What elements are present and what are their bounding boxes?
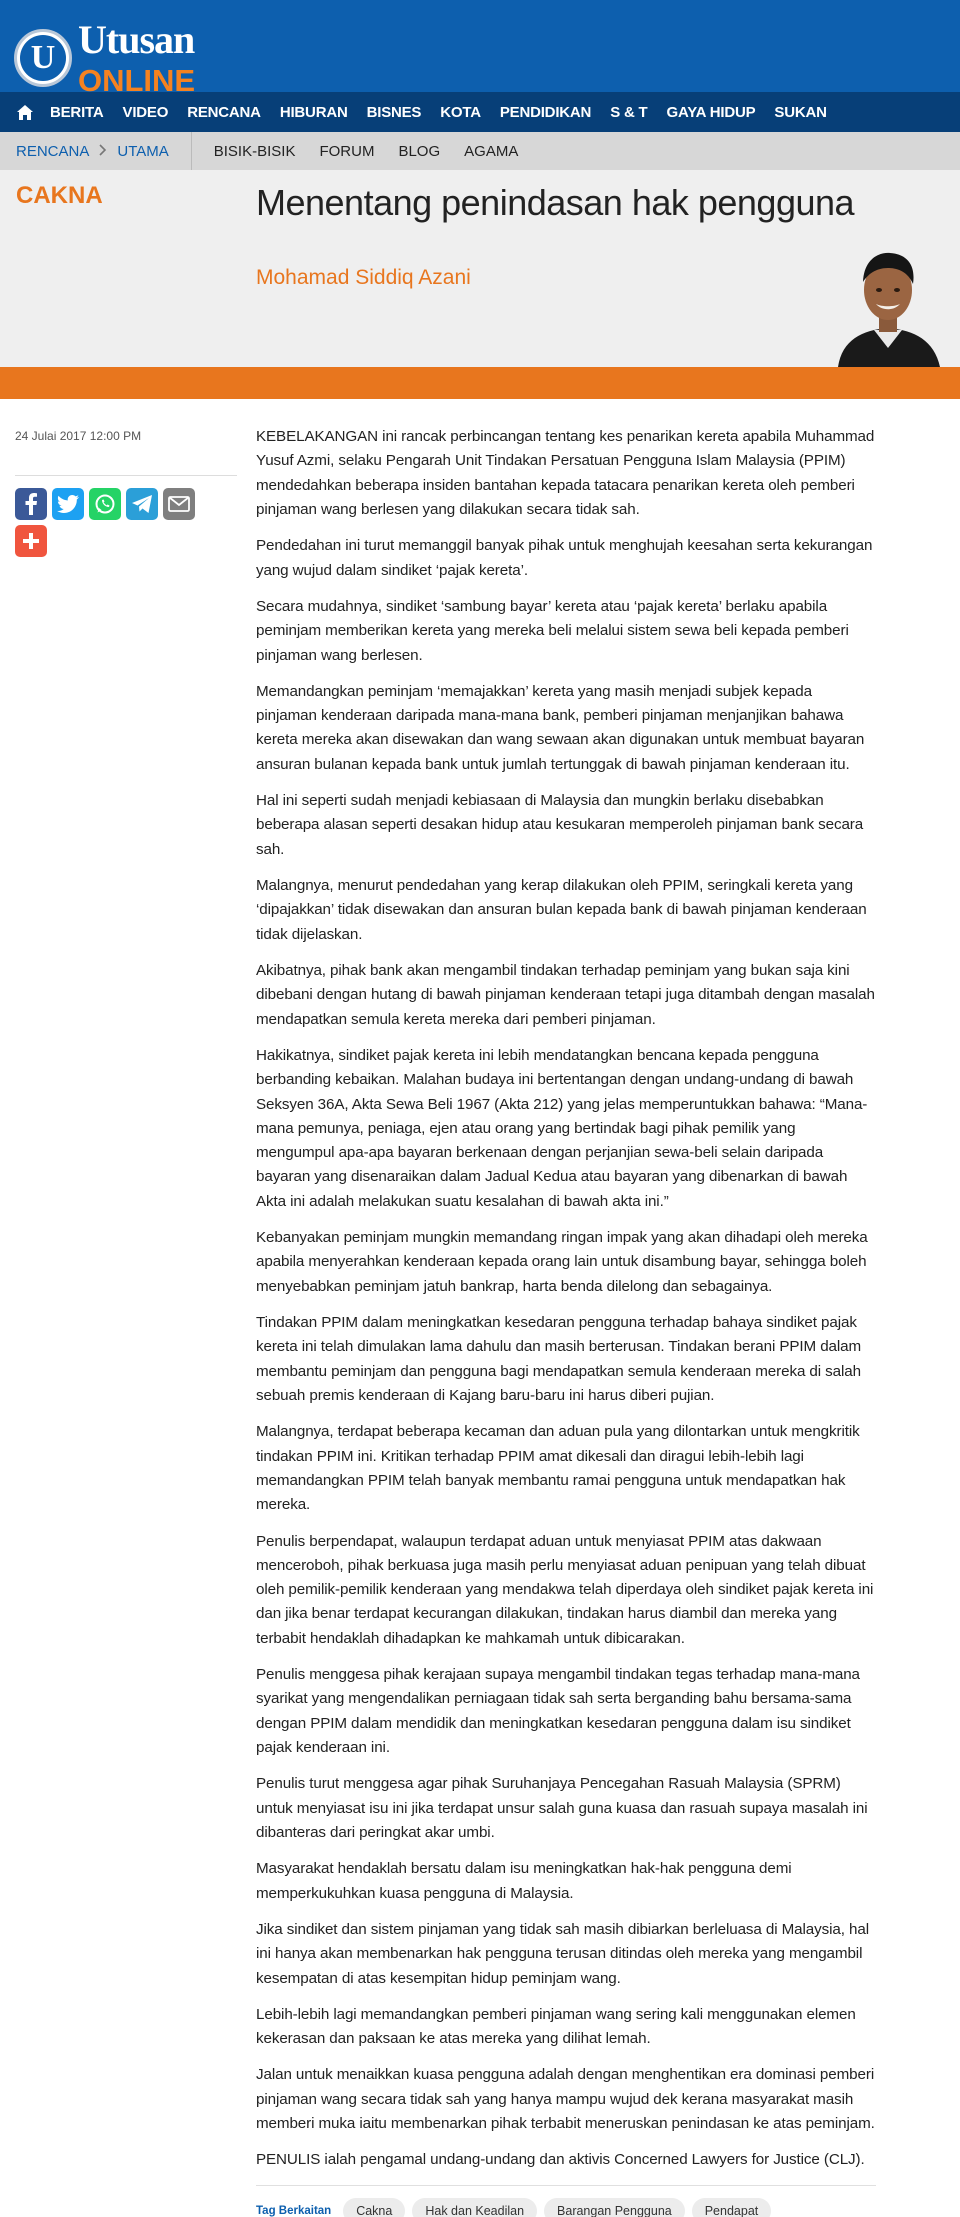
subnav-item-agama[interactable]: AGAMA — [464, 142, 519, 160]
article-paragraph: Memandangkan peminjam ‘memajakkan’ kereta yang masih menjadi subjek kepada pinjaman kenderaan daripada mana-mana bank, pemberi pinjaman menjanjikan bahawa kereta mereka akan disewakan dan wang sewaan akan digunakan untuk membuat bayaran ansuran bulanan kepada bank untuk jumlah tertunggak di bawah pinjaman kenderaan itu. — [256, 682, 865, 773]
subnav-item-blog[interactable]: BLOG — [398, 142, 441, 160]
logo-top: Utusan — [78, 17, 195, 62]
tags-label: Tag Berkaitan — [256, 2204, 332, 2217]
nav-item-hiburan[interactable]: HIBURAN — [279, 103, 348, 121]
article-paragraph: Akibatnya, pihak bank akan mengambil tindakan terhadap peminjam yang bukan saja kini dibebani dengan hutang di bawah pinjaman kenderaan tetapi juga ditambah dengan masalah mendapatkan semula kereta mereka dari pemberi pinjaman. — [256, 961, 875, 1028]
telegram-icon[interactable] — [126, 488, 158, 520]
article-paragraph: Kebanyakan peminjam mungkin memandang ringan impak yang akan dihadapi oleh mereka apabila menyerahkan kenderaan kepada orang lain untuk disambung bayar, sehingga boleh menyebabkan peminjam jatuh bankrap, harta benda dilelong dan sebagainya. — [256, 1229, 868, 1295]
facebook-icon[interactable] — [15, 488, 47, 520]
article-title: Menentang penindasan hak pengguna — [256, 182, 855, 223]
article-paragraph: Tindakan PPIM dalam meningkatkan kesedaran pengguna terhadap bahaya sindiket pajak kereta ini telah dimulakan lama dahulu dan masih berterusan. Tindakan berani PPIM dalam membantu peminjam dan pengguna bagi mendapatkan semula kenderaan mereka di salah sebuah premis kenderaan di Kajang baru-baru ini harus diberi pujian. — [256, 1314, 862, 1404]
sub-nav — [0, 132, 960, 170]
article-paragraph: Lebih-lebih lagi memandangkan pemberi pinjaman wang sering kali menggunakan elemen kekerasan dan paksaan ke atas mereka yang dilihat lemah. — [256, 2005, 856, 2048]
twitter-icon[interactable] — [52, 488, 84, 520]
nav-item-sains-teknologi[interactable]: S & T — [610, 103, 648, 121]
article-paragraph: Malangnya, terdapat beberapa kecaman dan aduan pula yang dilontarkan untuk mengkritik tindakan PPIM ini. Kritikan terhadap PPIM amat dikesali dan diragui lebih-lebih lagi memandangkan PPIM telah banyak membantu ramai pengguna untuk mendapatkan hak mereka. — [256, 1423, 860, 1514]
share-buttons — [15, 488, 215, 562]
tag-hak-dan-keadilan[interactable]: Hak dan Keadilan — [412, 2198, 537, 2217]
subnav-divider — [191, 132, 192, 170]
accent-bar — [0, 367, 960, 399]
nav-item-video[interactable]: VIDEO — [122, 103, 169, 121]
article-paragraph: Hal ini seperti sudah menjadi kebiasaan di Malaysia dan mungkin berlaku disebabkan beberapa alasan seperti desakan hidup atau kesukaran memperoleh pinjaman bank secara sah. — [256, 792, 864, 858]
whatsapp-icon[interactable] — [89, 488, 121, 520]
article-paragraph: Secara mudahnya, sindiket ‘sambung bayar’ kereta atau ‘pajak kereta’ berlaku apabila peminjam memberikan kereta yang mereka beli melalui sistem sewa beli kepada pemberi pinjaman wang berlesen. — [256, 597, 849, 664]
author-name[interactable]: Mohamad Siddiq Azani — [256, 266, 471, 289]
closing-caps: PENULIS — [256, 2151, 321, 2169]
tag-pendapat[interactable]: Pendapat — [692, 2198, 772, 2217]
article-date: 24 Julai 2017 12:00 PM — [15, 429, 142, 443]
article-paragraph: Penulis berpendapat, walaupun terdapat aduan untuk menyiasat PPIM atas dakwaan menceroboh, pihak berkuasa juga masih perlu menyiasat aduan penipuan yang telah dibuat oleh pemilik-pemilik kenderaan yang mendakwa telah diperdaya oleh sindiket pajak kereta ini dan jika benar terdapat kecurangan dilakukan, tindakan harus diambil dan mereka yang terbabit hendaklah dihadapkan ke mahkamah untuk dibicarakan. — [256, 1532, 874, 1647]
article-header — [0, 170, 960, 367]
tag-barangan-pengguna[interactable]: Barangan Pengguna — [544, 2198, 685, 2217]
nav-item-berita[interactable]: BERITA — [50, 103, 104, 121]
home-icon[interactable] — [14, 101, 36, 123]
article-paragraph: Penulis turut menggesa agar pihak Suruhanjaya Pencegahan Rasuah Malaysia (SPRM) untuk menyiasat isu ini jika terdapat unsur salah guna kuasa dan rasuah supaya masalah ini dibanteras dari peringkat akar umbi. — [256, 1775, 868, 1841]
logo-bottom: ONLINE — [78, 63, 196, 98]
article-paragraph: Penulis menggesa pihak kerajaan supaya mengambil tindakan tegas terhadap mana-mana syarikat yang mengendalikan perniagaan tidak sah serta berganding bahu bersama-sama dengan PPIM dalam mendidik dan meningkatkan kesedaran pengguna dalam isu sindiket pajak kenderaan ini. — [256, 1666, 860, 1756]
site-logo[interactable] — [14, 16, 195, 99]
sidebar-divider — [15, 475, 237, 476]
nav-item-sukan[interactable]: SUKAN — [774, 103, 827, 121]
lead-text: ini rancak perbincangan tentang kes penarikan kereta apabila Muhammad Yusuf Azmi, selaku Pengarah Unit Tindakan Persatuan Pengguna Islam Malaysia (PPIM) mendedahkan beberapa insiden bantahan kepada tatacara penarikan kereta oleh pemberi pinjaman wang berlesen yang dilakukan secara tidak sah. — [256, 428, 875, 518]
author-photo — [828, 242, 948, 367]
related-tags — [256, 2198, 876, 2217]
site-header — [0, 0, 960, 98]
logo-badge — [14, 29, 72, 87]
article-paragraph: Jika sindiket dan sistem pinjaman yang tidak sah masih dibiarkan berleluasa di Malaysia, hal ini hanya akan membenarkan hak pengguna terusan ditindas oleh mereka yang mengambil kesempatan di atas kesempitan hidup peminjam wang. — [256, 1920, 869, 1987]
section-label[interactable]: CAKNA — [16, 182, 103, 209]
subnav-item-bisik-bisik[interactable]: BISIK-BISIK — [213, 142, 296, 160]
lead-caps: KEBELAKANGAN — [256, 428, 379, 445]
article-body — [256, 425, 876, 2217]
subnav-item-forum[interactable]: FORUM — [319, 142, 375, 160]
nav-item-bisnes[interactable]: BISNES — [366, 103, 422, 121]
more-share-icon[interactable] — [15, 525, 47, 557]
logo-text — [78, 16, 195, 99]
article-sidebar — [15, 429, 237, 562]
email-icon[interactable] — [163, 488, 195, 520]
nav-item-rencana[interactable]: RENCANA — [187, 103, 261, 121]
article-paragraph: Pendedahan ini turut memanggil banyak pihak untuk menghujah keesahan serta kekurangan yang wujud dalam sindiket ‘pajak kereta’. — [256, 537, 873, 579]
logo-badge-letter: U — [20, 35, 66, 81]
article-paragraph: Malangnya, menurut pendedahan yang kerap dilakukan oleh PPIM, seringkali kereta yang ‘dipajakkan’ tidak disewakan dan ansuran bulan kepada bank di bawah pinjaman kenderaan tidak dijelaskan. — [256, 877, 867, 943]
article-paragraph: Hakikatnya, sindiket pajak kereta ini lebih mendatangkan bencana kepada pengguna berbanding kebaikan. Malahan budaya ini bertentangan dengan undang-undang di bawah Seksyen 36A, Akta Sewa Beli 1967 (Akta 212) yang jelas memperuntukkan bahawa: “Mana-mana pemunya, peniaga, ejen atau orang yang bertindak bagi pihak pemilik yang mengumpul apa-apa bayaran berkenaan dengan perjanjian sewa-beli selain daripada bayaran yang disenaraikan dalam Jadual Kedua atau bayaran yang dibenarkan di bawah Akta ini adalah melakukan suatu kesalahan di bawah akta ini.” — [256, 1046, 868, 1210]
article-paragraph: Jalan untuk menaikkan kuasa pengguna adalah dengan menghentikan era dominasi pemberi pinjaman wang secara tidak sah yang hanya mampu wujud dek kerana masyarakat masih memberi muka iaitu membenarkan pihak terbabit meneruskan penindasan ke atas peminjam. — [256, 2066, 875, 2133]
article-lead-paragraph — [256, 425, 876, 522]
breadcrumb-utama[interactable]: UTAMA — [117, 142, 169, 160]
chevron-right-icon — [99, 144, 107, 159]
tags-divider — [256, 2185, 876, 2186]
nav-item-pendidikan[interactable]: PENDIDIKAN — [499, 103, 592, 121]
nav-item-gaya-hidup[interactable]: GAYA HIDUP — [666, 103, 756, 121]
nav-item-kota[interactable]: KOTA — [440, 103, 481, 121]
article-closing-paragraph — [256, 2148, 876, 2172]
breadcrumb-rencana[interactable]: RENCANA — [16, 142, 90, 160]
article-paragraph: Masyarakat hendaklah bersatu dalam isu meningkatkan hak-hak pengguna demi memperkukuhkan kuasa pengguna di Malaysia. — [256, 1860, 792, 1902]
closing-text: ialah pengamal undang-undang dan aktivis Concerned Lawyers for Justice (CLJ). — [320, 2151, 865, 2169]
tag-cakna[interactable]: Cakna — [343, 2198, 405, 2217]
